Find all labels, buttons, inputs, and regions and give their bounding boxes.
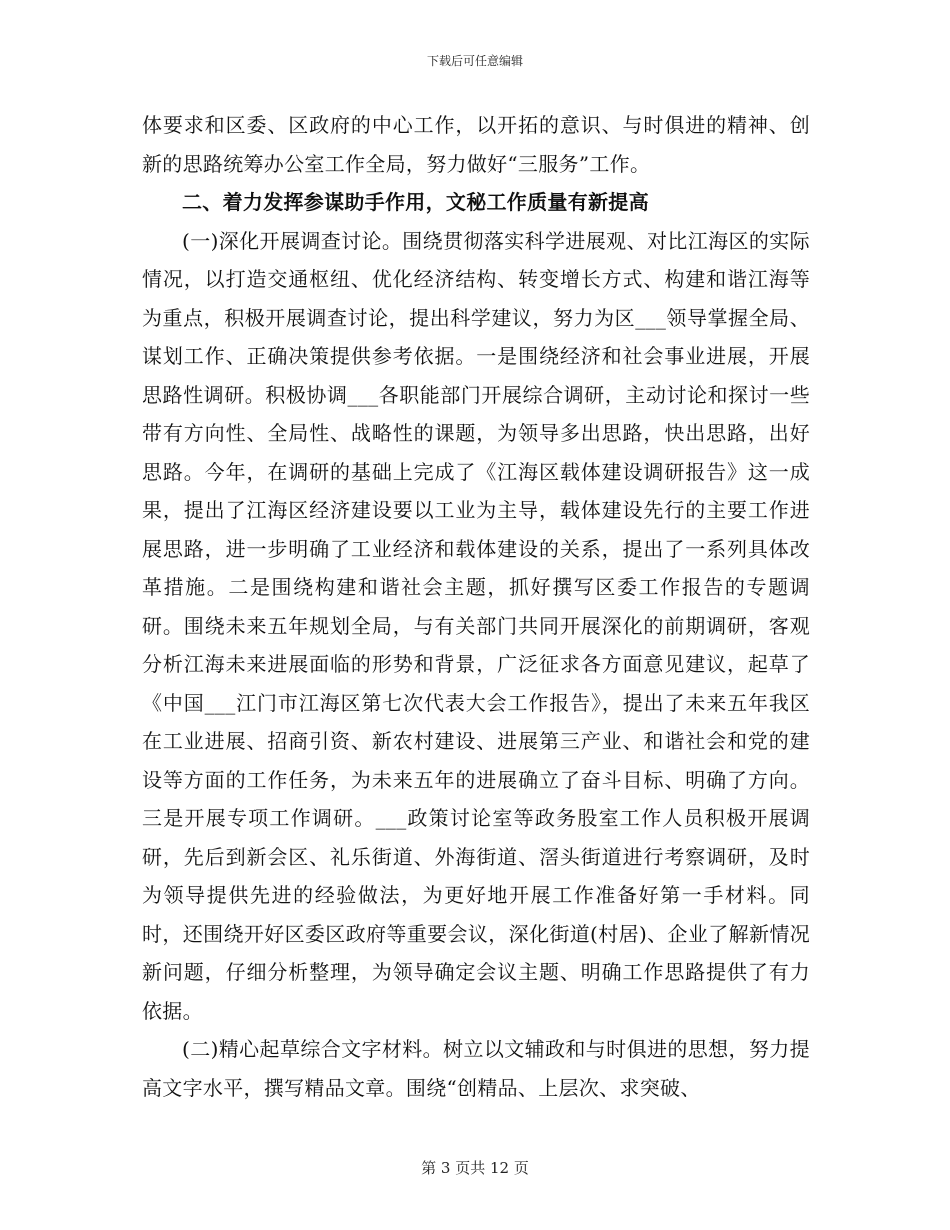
document-body [142,106,810,1107]
page-header: 下载后可任意编辑 [426,54,523,68]
section-heading: 二、着力发挥参谋助手作用，文秘工作质量有新提高 [182,190,649,214]
paragraph-research: (一)深化开展调查讨论。围绕贯彻落实科学进展观、对比江海区的实际情况，以打造交通枢纽、优化经济结构、转变增长方式、构建和谐江海等为重点，积极开展调查讨论，提出科学建议，努力为区___领导掌握全局、谋划工作、正确决策提供参考依据。一是围绕经济和社会事业进展，开展思路性调研。积极协调___各职能部门开展综合调研，主动讨论和探讨一些带有方向性、全局性、战略性的课题，为领导多出思路，快出思路，出好思路。今年，在调研的基础上完成了《江海区载体建设调研报告》这一成果，提出了江海区经济建设要以工业为主导，载体建设先行的主要工作进展思路，进一步明确了工业经济和载体建设的关系，提出了一系列具体改革措施。二是围绕构建和谐社会主题，抓好撰写区委工作报告的专题调研。围绕未来五年规划全局，与有关部门共同开展深化的前期调研，客观分析江海未来进展面临的形势和背景，广泛征求各方面意见建议，起草了《中国___江门市江海区第七次代表大会工作报告》，提出了未来五年我区在工业进展、招商引资、新农村建设、进展第三产业、和谐社会和党的建设等方面的工作任务，为未来五年的进展确立了奋斗目标、明确了方向。三是开展专项工作调研。___政策讨论室等政务股室工作人员积极开展调研，先后到新会区、礼乐街道、外海街道、滘头街道进行考察调研，及时为领导提供先进的经验做法，为更好地开展工作准备好第一手材料。同时，还围绕开好区委区政府等重要会议，深化街道(村居)、企业了解新情况新问题，仔细分析整理，为领导确定会议主题、明确工作思路提供了有力依据。 [142,228,810,1023]
paragraph-drafting: (二)精心起草综合文字材料。树立以文辅政和与时俱进的思想，努力提高文字水平，撰写精品文章。围绕“创精品、上层次、求突破、 [142,1037,810,1100]
page-footer: 第 3 页共 12 页 [421,1159,529,1177]
paragraph-continued: 体要求和区委、区政府的中心工作，以开拓的意识、与时俱进的精神、创新的思路统筹办公室工作全局，努力做好“三服务”工作。 [142,113,810,176]
